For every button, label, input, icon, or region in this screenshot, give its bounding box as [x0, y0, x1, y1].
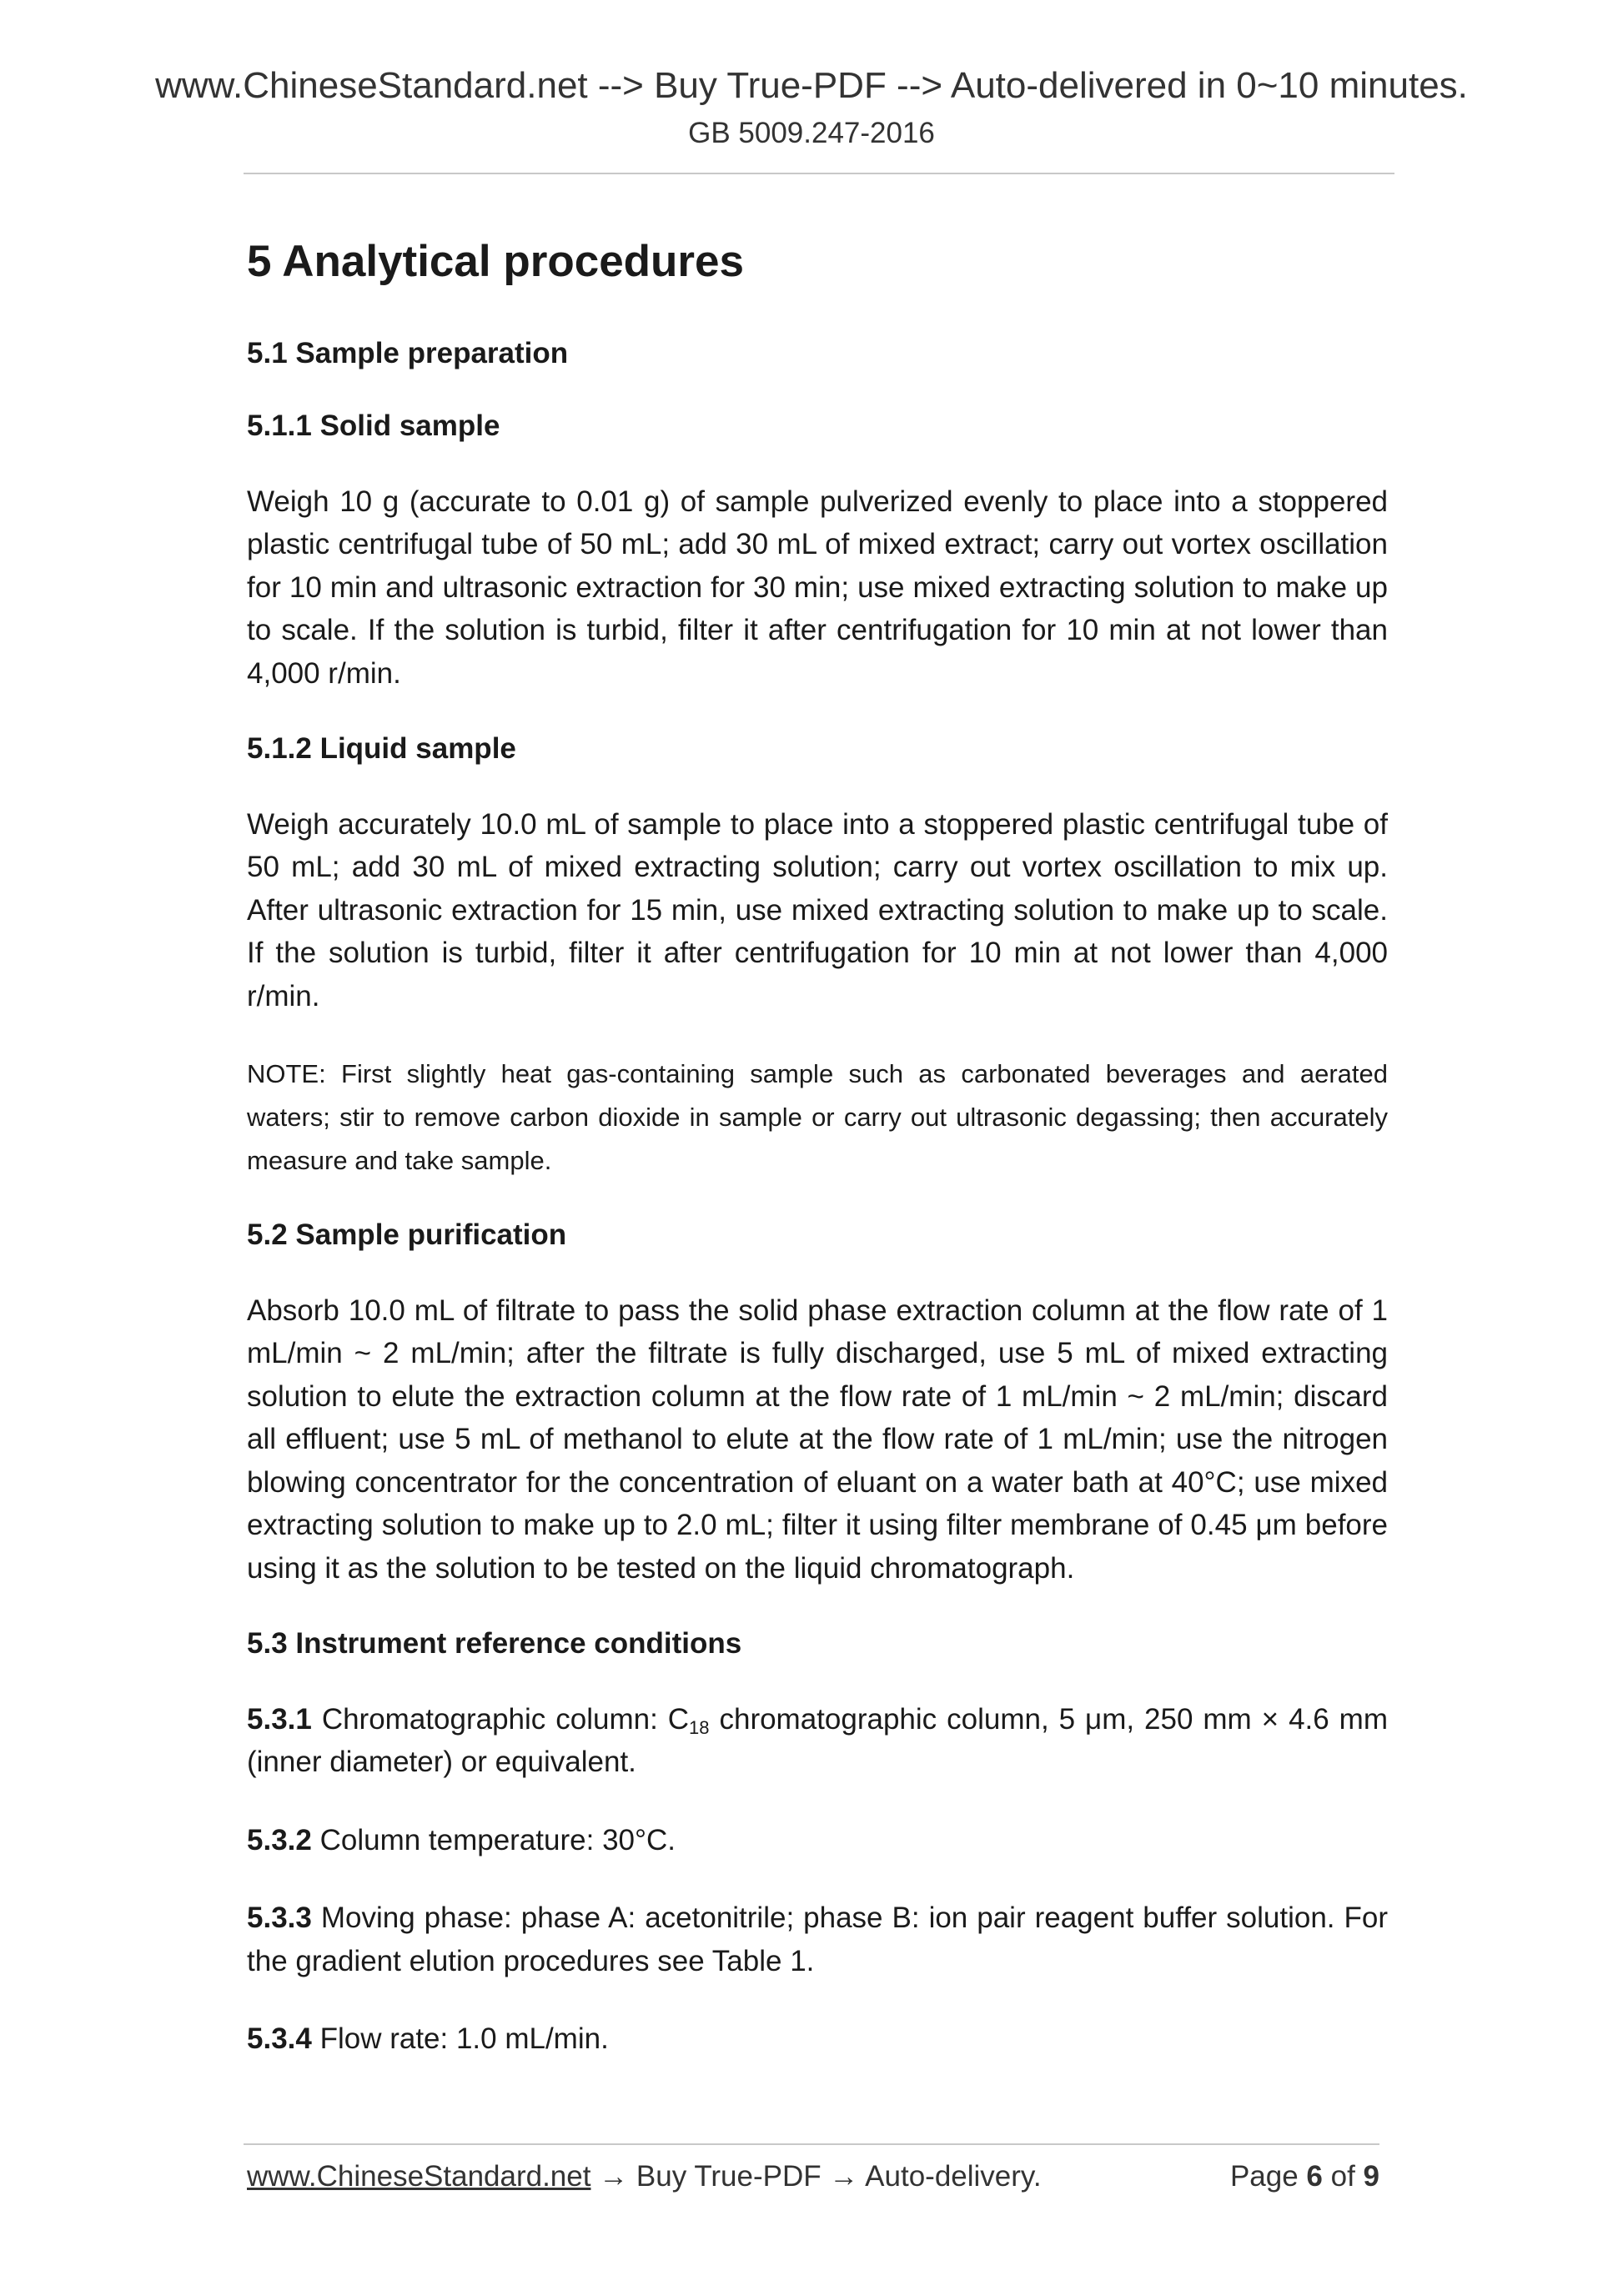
page-current: 6: [1306, 2160, 1323, 2193]
footer-left: [247, 2160, 1042, 2193]
section-5-3-3-paragraph: [247, 1897, 1388, 1982]
page-label: Page: [1229, 2160, 1307, 2193]
footer-site-link[interactable]: www.ChineseStandard.net: [247, 2160, 591, 2193]
section-5-3-1-text-a: Chromatographic column: C: [311, 1702, 690, 1736]
page-footer: [247, 2160, 1379, 2193]
header-divider: [244, 173, 1394, 174]
section-5-3-1-text-b: chromatographic column, 5 μm, 250 mm × 4.6 mm (inner diameter) or equivalent.: [247, 1702, 1388, 1779]
of-label: of: [1322, 2160, 1364, 2193]
section-5-3-4-text: Flow rate: 1.0 mL/min.: [311, 2022, 609, 2056]
section-5-3-title: 5.3 Instrument reference conditions: [247, 1627, 742, 1660]
section-5-3-3-number: 5.3.3: [247, 1902, 312, 1935]
section-5-3-2-text: Column temperature: 30°C.: [311, 1823, 676, 1856]
section-5-1-1-title: 5.1.1 Solid sample: [247, 409, 500, 443]
section-5-3-2-number: 5.3.2: [247, 1823, 312, 1856]
section-5-1-2-note: NOTE: First slightly heat gas-containing sample such as carbonated beverages and aerated waters; stir to remove carbon dioxide in sample or carry out ultrasonic degassing; then accurately measure and take sample.: [247, 1059, 1388, 1176]
section-5-2-text: Absorb 10.0 mL of filtrate to pass the solid phase extraction column at the flow rate of 1 mL/min ~ 2 mL/min; after the filtrate is fully discharged, use 5 mL of mixed extracting solution to elute the extraction column at the flow rate of 1 mL/min ~ 2 mL/min; discard all effluent; use 5 mL of methanol to elute at the flow rate of 1 mL/min; use the nitrogen blowing concentrator for the concentration of eluant on a water bath at 40°C; use mixed extracting solution to make up to 2.0 mL; filter it using filter membrane of 0.45 μm before using it as the solution to be tested on the liquid chromatograph.: [247, 1294, 1388, 1585]
page-indicator: [1230, 2160, 1379, 2193]
section-5-3-4-number: 5.3.4: [247, 2022, 312, 2056]
section-5-3-2-paragraph: [247, 1819, 1388, 1862]
section-5-3-1-number: 5.3.1: [247, 1702, 312, 1736]
section-5-1-title: 5.1 Sample preparation: [247, 336, 569, 369]
standard-code: GB 5009.247-2016: [688, 117, 935, 149]
section-5-3-4-paragraph: [247, 2017, 1388, 2061]
section-5-3-1-paragraph: [247, 1698, 1388, 1784]
section-5-2-title: 5.2 Sample purification: [247, 1218, 567, 1252]
section-5-3-3-text: Moving phase: phase A: acetonitrile; phase B: ion pair reagent buffer solution. For the gradient elution procedures see Table 1.: [247, 1902, 1388, 1977]
section-5-title: 5 Analytical procedures: [247, 237, 744, 286]
footer-divider: [244, 2143, 1379, 2145]
header-banner: www.ChineseStandard.net --> Buy True-PDF --> Auto-delivered in 0~10 minutes.: [155, 65, 1468, 106]
section-5-3-1-subscript: 18: [689, 1716, 710, 1738]
footer-tagline: → Buy True-PDF → Auto-delivery.: [590, 2160, 1042, 2193]
document-body: [247, 234, 1388, 2096]
section-5-1-1-text: Weigh 10 g (accurate to 0.01 g) of sample pulverized evenly to place into a stoppered plastic centrifugal tube of 50 mL; add 30 mL of mixed extract; carry out vortex oscillation for 10 min and ultrasonic extraction for 30 min; use mixed extracting solution to make up to scale. If the solution is turbid, filter it after centrifugation for 10 min at not lower than 4,000 r/min.: [247, 485, 1388, 690]
section-5-1-2-title: 5.1.2 Liquid sample: [247, 732, 516, 766]
section-5-1-2-text: Weigh accurately 10.0 mL of sample to place into a stoppered plastic centrifugal tube of 50 mL; add 30 mL of mixed extracting solution; carry out vortex oscillation to mix up. After ultrasonic extraction for 15 min, use mixed extracting solution to make up to scale. If the solution is turbid, filter it after centrifugation for 10 min at not lower than 4,000 r/min.: [247, 807, 1388, 1012]
page-total: 9: [1363, 2160, 1379, 2193]
